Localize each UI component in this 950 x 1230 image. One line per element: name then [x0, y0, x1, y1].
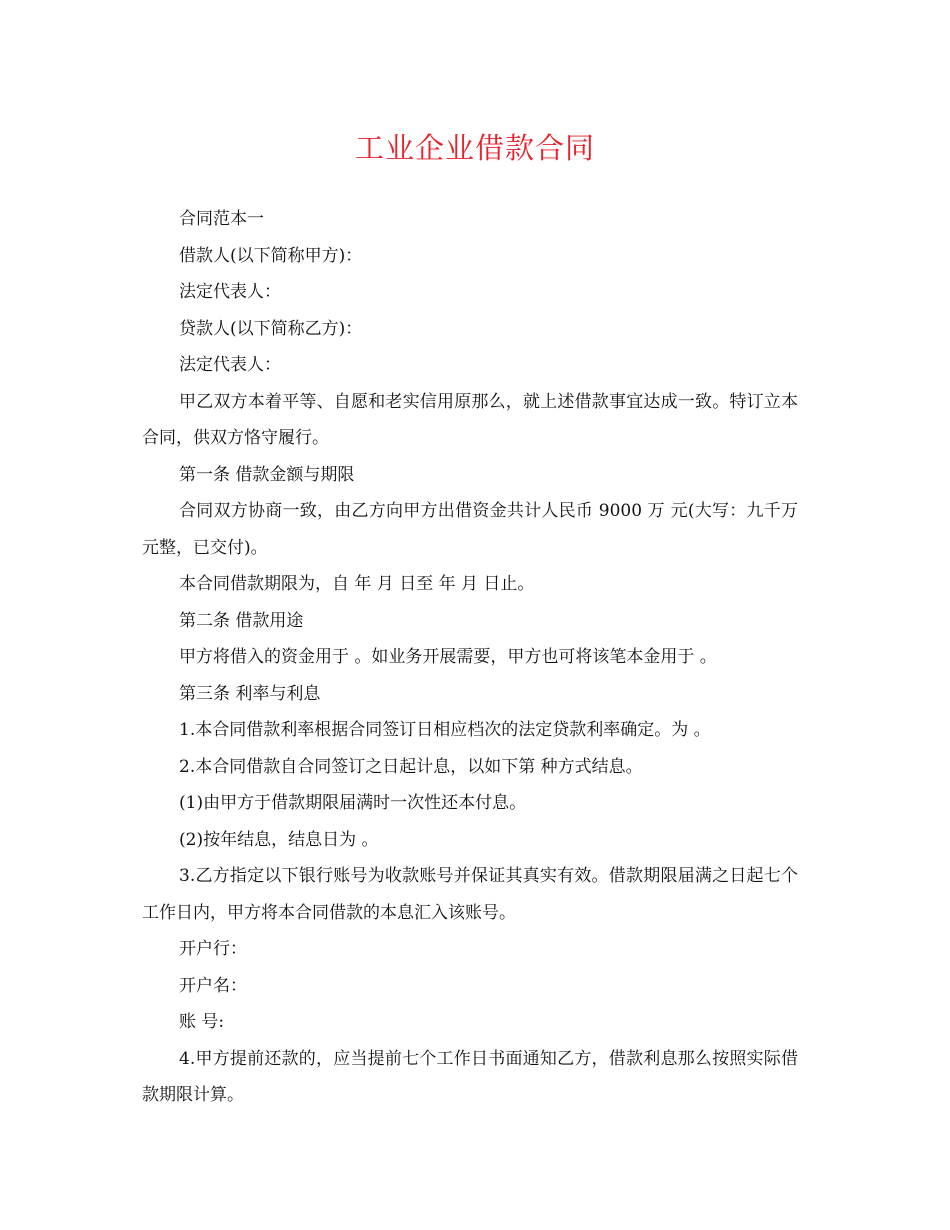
paragraph-borrower-legal-rep: 法定代表人：	[179, 282, 281, 302]
paragraph-lender-legal-rep: 法定代表人：	[179, 355, 281, 375]
article-1-heading: 第一条 借款金额与期限	[179, 464, 355, 485]
paragraph-interest-method: 2.本合同借款自合同签订之日起计息，以如下第 种方式结息。	[179, 756, 643, 777]
paragraph-account-number: 账 号:	[179, 1012, 225, 1032]
paragraph-borrower: 借款人(以下简称甲方)：	[179, 245, 363, 266]
paragraph-bank-name: 开户行：	[179, 939, 247, 959]
paragraph-lender: 贷款人(以下简称乙方)：	[179, 318, 363, 339]
article-2-heading: 第二条 借款用途	[179, 610, 304, 631]
document-body	[142, 201, 798, 1114]
paragraph-loan-term: 本合同借款期限为，自 年 月 日至 年 月 日止。	[179, 574, 535, 594]
paragraph-loan-purpose: 甲方将借入的资金用于 。如业务开展需要，甲方也可将该笔本金用于 。	[179, 647, 717, 667]
paragraph-preamble: 甲乙双方本着平等、自愿和老实信用原那么，就上述借款事宜达成一致。特订立本合同，供双方恪守履行。	[142, 391, 798, 448]
paragraph-interest-rate: 1.本合同借款利率根据合同签订日相应档次的法定贷款利率确定。为 。	[179, 720, 711, 740]
article-3-heading: 第三条 利率与利息	[179, 683, 321, 704]
paragraph-method-1: (1)由甲方于借款期限届满时一次性还本付息。	[179, 793, 527, 813]
paragraph-bank-account: 3.乙方指定以下银行账号为收款账号并保证其真实有效。借款期限届满之日起七个工作日内，甲方将本合同借款的本息汇入该账号。	[142, 866, 798, 923]
paragraph-contract-sample: 合同范本一	[179, 209, 264, 229]
paragraph-early-repayment: 4.甲方提前还款的，应当提前七个工作日书面通知乙方，借款利息那么按照实际借款期限计算。	[142, 1048, 798, 1105]
paragraph-account-name: 开户名：	[179, 975, 247, 996]
document-title: 工业企业借款合同	[354, 131, 595, 165]
paragraph-method-2: (2)按年结息，结息日为 。	[179, 829, 379, 850]
paragraph-loan-amount: 合同双方协商一致，由乙方向甲方出借资金共计人民币 9000 万 元(大写：九千万元整，已交付)。	[142, 501, 798, 558]
